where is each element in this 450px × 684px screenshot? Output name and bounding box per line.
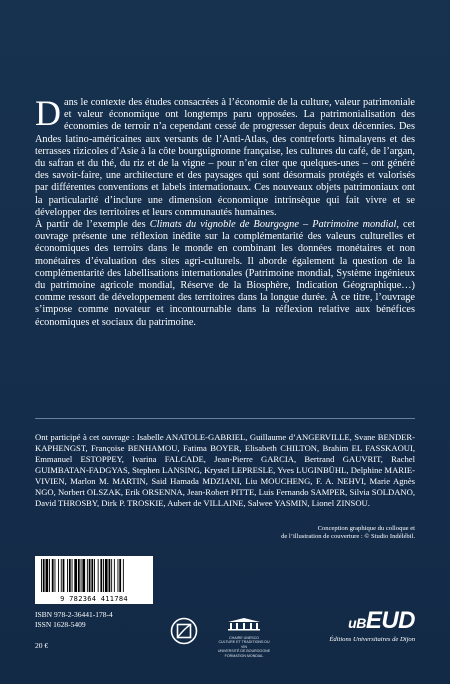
barcode-bar [58,559,59,592]
publisher-mark [305,608,415,636]
section-divider [35,418,415,419]
publisher-logo [305,608,415,644]
drop-cap: D [35,93,61,133]
barcode-bar [81,559,82,592]
barcode-bar [69,559,71,592]
barcode-bar [63,559,65,592]
barcode-bar [55,559,56,592]
contributors-list: Ont participé à cet ouvrage : Isabelle ANATOLE-GABRIEL, Guillaume d’ANGERVILLE, Svane BENDER-KAPHENGST, Françoise BENHAMOU, Fatima BOYER, Elisabeth CHILTON, Brahim EL FASSKAOUI, Emmanuel ESTOPPEY, Ivarina FALCADE, Jean-Pierre GARCIA, Bertrand GAUVRIT, Rachel GUIMBATAN-FADGYAS, Stephen LANSING, Krystel LEPRESLE, Yves LUGINBÜHL, Delphine MARIE-VIVIEN, Marlon M. MARTIN, Said Hamada MDZIANI, Liu MOUCHENG, F. A. NEHVI, Marie Agnès NGO, Norbert OLSZAK, Erik ORSENNA, Jean-Robert PITTE, Luis Fernando SAMPER, Silvia SOLDANO, David THROSBY, Dirk P. TROSKIE, Aubert de VILLAINE, Salwee YASMIN, Lionel ZINSOU. [35,432,415,508]
blurb-paragraph-2 [35,219,415,329]
unesco-chair-logo [215,617,273,658]
barcode-bar [46,559,49,592]
barcode-bar [49,559,50,592]
barcode-bars [35,556,153,596]
design-credit-line-2: de l’illustration de couverture : © Studio Indélébil. [281,533,415,541]
world-heritage-emblem-icon [170,617,198,645]
chair-caption-2: CULTURE ET TRADITIONS DU VIN [218,640,270,649]
publisher-name: Éditions Universitaires de Dijon [329,636,415,643]
temple-icon [224,617,264,631]
chair-caption-1: CHAIRE UNESCO [229,636,259,640]
barcode-bar [100,559,102,592]
eud-mark: EUD [365,607,415,634]
barcode-bar [103,559,104,592]
barcode-digits: 9 782364 411784 [60,595,128,603]
barcode-bar [87,559,88,592]
barcode-bar [43,559,45,592]
barcode-bar [111,559,112,592]
chair-caption-3: UNIVERSITÉ DE BOURGOGNE [217,649,271,654]
blurb-paragraph-1 [35,93,415,219]
chair-caption-4: FORMATION MONDIAL [224,653,264,658]
design-credit [265,525,415,542]
isbn-block [35,610,113,630]
barcode-bar [41,559,42,592]
isbn-number: ISBN 978-2-36441-178-4 [35,610,113,619]
barcode-bar [74,559,77,592]
barcode-bar [72,559,73,592]
ub-mark: uB [348,615,366,631]
price: 20 € [35,641,49,650]
barcode-bar [67,559,68,592]
barcode-bar [105,559,108,592]
barcode-bar [109,559,111,592]
design-credit-line-1: Conception graphique du colloque et [317,525,415,532]
issn-number: ISSN 1628-5409 [35,620,86,629]
blurb-paragraph-2-end: , cet ouvrage présente une réflexion inédite sur la complémentarité des valeurs culturelles et économiques des terroirs dans le monde en combinant les données monétaires et non monétaires d’évaluation des sites agri-culturels. Il aborde également la question de la complémentarité des labellisations internationales (Patrimoine mondial, Système ingénieux du patrimoine agricole mondial, Réserve de la Biosphère, Indication Géographique…) comme ressort de développement des territoires dans la longue durée. À ce titre, l’ouvrage s’impose comme novateur et incontournable dans la réflexion relative aux bénéfices économiques et sociaux du patrimoine. [35,219,416,328]
barcode-bar [89,559,91,592]
book-title-reference: Climats du vignoble de Bourgogne – Patrimoine mondial [149,219,397,231]
barcode-bar [91,559,93,592]
barcode-bar [94,559,95,592]
barcode-bar [114,559,115,592]
barcode-bar [123,559,124,592]
barcode-bar [78,559,80,592]
barcode-bar [82,559,85,592]
barcode-bar [119,559,121,592]
barcode-bar [118,559,119,592]
barcode-bar [98,559,99,592]
barcode-bar [52,559,54,592]
blurb-paragraph-2-start: À partir de l’exemple des [35,219,150,231]
barcode-bar [61,559,62,592]
back-cover-blurb [35,93,416,329]
blurb-paragraph-1-text: ans le contexte des études consacrées à l’économie de la culture, valeur patrimoniale et valeur économique ont longtemps paru opposées. La patrimonialisation des économies de terroir n’a cependant cessé de progresser depuis deux décennies. Des Andes latino-américaines aux versants de l’Anti-Atlas, des contreforts himalayens et des terrasses rizicoles d’Asie à la côte bourguignonne française, les cultures du café, de l’argan, du safran et du thé, du riz et de la vigne – pour n’en citer que quelques-unes – ont généré des savoir-faire, une architecture et des paysages qui sont désormais protégés et valorisés par différentes conventions et labels internationaux. Ces nouveaux objets patrimoniaux ont la particularité d’inclure une dimension économique intrinsèque qui fait vivre et se développer des territoires et leurs communautés humaines. [35,97,415,218]
isbn-barcode [35,556,153,604]
